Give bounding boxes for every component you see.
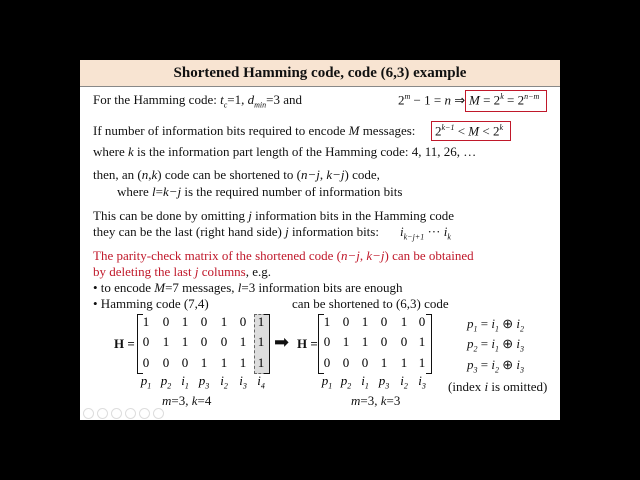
column-label	[413, 373, 431, 391]
matrix-cell: 1	[380, 355, 388, 370]
column-index: 1	[184, 381, 189, 391]
slides-grid-icon[interactable]	[125, 408, 136, 419]
text-segment: is the required number of information bits	[181, 184, 403, 199]
text-segment: < 2	[479, 123, 500, 139]
text-segment: M	[348, 123, 360, 138]
text-segment: then, an (	[93, 167, 142, 182]
text-segment: where	[117, 184, 153, 199]
bullet-encode	[93, 280, 403, 296]
prev-slide-icon[interactable]	[83, 408, 94, 419]
n-equation	[398, 92, 465, 108]
deleting-columns-text	[93, 264, 246, 279]
text-segment: ,	[319, 167, 327, 182]
column-index: 2	[167, 381, 172, 391]
h-label-full: H =	[114, 336, 135, 351]
matrix-cell: 1	[323, 314, 331, 329]
text-segment: ) code can be shortened to (	[157, 167, 301, 182]
matrix-cell: 0	[239, 314, 247, 329]
column-symbol: i	[418, 373, 422, 388]
matrix-cell: 0	[323, 334, 331, 349]
text-segment: k−j	[366, 248, 385, 263]
text-segment: j	[194, 264, 199, 279]
matrix-cell: 0	[200, 334, 208, 349]
text-segment: i	[516, 316, 520, 331]
matrix-cell: 1	[181, 334, 189, 349]
text-segment: , e.g.	[245, 264, 272, 279]
text-segment: ⇒	[450, 92, 466, 108]
column-label	[318, 373, 336, 391]
column-label	[337, 373, 355, 391]
text-segment: ) can be obtained	[384, 248, 474, 263]
column-symbol: i	[257, 373, 261, 388]
matrix-cell: 1	[220, 355, 228, 370]
text-segment: ,	[359, 248, 367, 263]
text-segment: • Hamming code (7,4)	[93, 296, 209, 311]
eg-text	[246, 264, 271, 279]
text-segment: k	[128, 144, 134, 159]
arrow-right-icon: ➡	[274, 332, 290, 352]
text-segment: =	[477, 357, 492, 372]
text-segment: (index	[448, 379, 485, 394]
matrix-cell: 1	[239, 355, 247, 370]
text-segment: ⊕	[498, 336, 517, 351]
h-label-short: H =	[297, 336, 318, 351]
column-label	[395, 373, 413, 391]
text-segment: can be shortened to (6,3) code	[292, 296, 449, 311]
text-segment: ) code,	[344, 167, 380, 182]
text-segment: =4	[197, 393, 212, 408]
matrix-cell: 0	[162, 355, 170, 370]
parity-eq-2	[467, 336, 524, 354]
text-segment: k	[380, 393, 387, 408]
column-index: 2	[403, 381, 408, 391]
parity-eq-1	[467, 316, 524, 334]
shortened-label	[292, 296, 449, 312]
text-segment: M	[154, 280, 166, 295]
column-symbol: p	[140, 373, 148, 388]
column-label	[215, 373, 233, 391]
text-segment: they can be the last (right hand side)	[93, 224, 286, 239]
matrix-cell: 0	[380, 334, 388, 349]
text-segment: is the information part length of the Hamming code: 4, 11, 26, …	[133, 144, 477, 159]
slide-title: Shortened Hamming code, code (6,3) example	[80, 60, 560, 87]
column-label	[252, 373, 270, 391]
column-symbol: p	[321, 373, 329, 388]
text-segment: k−j	[162, 184, 182, 199]
text-segment: For the Hamming code:	[93, 92, 221, 107]
parity-eq-3	[467, 357, 524, 375]
text-segment: information bits in the Hamming code	[251, 208, 455, 223]
text-segment: k	[191, 393, 198, 408]
text-segment: =3,	[360, 393, 381, 408]
zoom-icon[interactable]	[139, 408, 150, 419]
column-index: 2	[223, 381, 228, 391]
text-segment: is omitted)	[488, 379, 548, 394]
text-segment: 2	[494, 365, 499, 375]
column-symbol: i	[239, 373, 243, 388]
text-segment: i	[491, 357, 495, 372]
text-segment: This can be done by omitting	[93, 208, 249, 223]
bullet-hamming	[93, 296, 209, 312]
l-definition-line	[117, 184, 402, 200]
text-segment: k	[500, 92, 504, 101]
text-segment: c	[223, 100, 228, 110]
text-segment: =	[477, 336, 492, 351]
matrix-cell: 0	[342, 314, 350, 329]
matrix-cell: 1	[342, 334, 350, 349]
matrix-cell: 1	[361, 314, 369, 329]
pen-icon[interactable]	[111, 408, 122, 419]
column-symbol: i	[361, 373, 365, 388]
text-segment: • to encode	[93, 280, 155, 295]
text-segment: i	[491, 336, 495, 351]
shorten-line	[93, 167, 380, 183]
matrix-cell: 1	[200, 355, 208, 370]
text-segment: =3 information bits are enough	[241, 280, 403, 295]
matrix-cell: 1	[257, 314, 265, 329]
omit-line	[93, 208, 454, 224]
column-symbol: i	[181, 373, 185, 388]
text-segment: 3	[520, 365, 524, 375]
text-segment: by deleting the last	[93, 264, 195, 279]
column-label	[176, 373, 194, 391]
text-segment: k	[151, 167, 158, 182]
next-slide-icon[interactable]	[97, 408, 108, 419]
text-segment: 2	[435, 123, 442, 139]
text-segment: j	[285, 224, 289, 239]
column-index: 3	[385, 381, 390, 391]
text-segment: k−1	[441, 123, 455, 132]
text-segment: 2	[520, 324, 524, 334]
text-segment: p	[467, 357, 474, 372]
text-segment: 2	[473, 344, 478, 354]
column-label	[375, 373, 393, 391]
text-segment: =3	[386, 393, 401, 408]
last-bits-line	[93, 224, 379, 240]
column-label	[157, 373, 175, 391]
column-symbol: i	[220, 373, 224, 388]
column-label	[137, 373, 155, 391]
column-index: 1	[147, 381, 152, 391]
text-segment: l	[152, 184, 156, 199]
column-index: 1	[328, 381, 333, 391]
column-symbol: p	[160, 373, 168, 388]
params-full	[162, 393, 211, 409]
matrix-cell: 0	[181, 355, 189, 370]
text-segment: − 1 =	[410, 92, 445, 108]
column-symbol: i	[400, 373, 404, 388]
matrix-cell: 1	[400, 355, 408, 370]
text-segment: min	[254, 100, 267, 110]
text-segment: messages:	[359, 123, 416, 138]
matrix-cell: 1	[142, 314, 150, 329]
text-segment: The parity-check matrix of the shortened code (	[93, 248, 341, 263]
text-segment: If number of information bits required to encode	[93, 123, 349, 138]
text-segment: =	[477, 316, 492, 331]
matrix-cell: 1	[162, 334, 170, 349]
text-segment: d	[247, 92, 255, 107]
text-segment: where	[93, 144, 129, 159]
text-segment: m	[162, 393, 172, 408]
m-inequality	[435, 123, 503, 139]
text-segment: p	[467, 316, 474, 331]
text-segment: i	[516, 357, 520, 372]
text-segment: 1	[494, 324, 499, 334]
text-segment: =1,	[227, 92, 248, 107]
text-segment: i	[443, 224, 448, 239]
text-segment: n	[141, 167, 149, 182]
column-index: 4	[260, 381, 265, 391]
text-segment: =3 and	[266, 92, 302, 107]
more-options-icon[interactable]	[153, 408, 164, 419]
text-segment: = 2	[479, 92, 501, 108]
text-segment: ⊕	[498, 316, 517, 331]
text-segment: ···	[424, 224, 444, 239]
text-segment: ⊕	[498, 357, 517, 372]
matrix-cell: 0	[323, 355, 331, 370]
text-segment: 3	[520, 344, 524, 354]
parity-check-statement	[93, 248, 474, 264]
text-segment: j	[248, 208, 252, 223]
column-symbol: p	[378, 373, 386, 388]
text-segment: columns	[198, 264, 246, 279]
deleting-line	[93, 264, 271, 280]
matrix-cell: 0	[142, 355, 150, 370]
matrix-cell: 0	[142, 334, 150, 349]
slide	[80, 60, 560, 420]
index-note	[448, 379, 547, 395]
column-symbol: p	[198, 373, 206, 388]
text-segment: i	[484, 379, 489, 394]
matrix-cell: 1	[257, 334, 265, 349]
text-segment: ,	[148, 167, 152, 182]
matrix-cell: 0	[361, 355, 369, 370]
matrix-cell: 1	[181, 314, 189, 329]
text-segment: n−m	[524, 92, 540, 101]
info-bits-line	[93, 123, 415, 139]
text-segment: = 2	[503, 92, 525, 108]
bits-range	[400, 224, 451, 242]
text-segment: i	[516, 336, 520, 351]
text-segment: i	[400, 224, 404, 239]
text-segment: 3	[473, 365, 478, 375]
matrix-cell: 1	[418, 355, 426, 370]
text-segment: information bits:	[288, 224, 379, 239]
text-segment: m	[351, 393, 361, 408]
column-symbol: p	[340, 373, 348, 388]
matrix-cell: 1	[239, 334, 247, 349]
text-segment: m	[404, 92, 411, 101]
matrix-cell: 0	[220, 334, 228, 349]
text-segment: i	[491, 316, 495, 331]
params-short	[351, 393, 400, 409]
text-segment: =3,	[171, 393, 192, 408]
text-segment: 2	[398, 92, 405, 108]
text-segment: 1	[473, 324, 478, 334]
matrix-cell: 0	[418, 314, 426, 329]
text-segment: =7 messages,	[165, 280, 238, 295]
column-label	[356, 373, 374, 391]
column-index: 3	[242, 381, 247, 391]
matrix-cell: 1	[418, 334, 426, 349]
column-index: 3	[205, 381, 210, 391]
m-equation	[469, 92, 539, 108]
text-segment: k	[447, 232, 451, 242]
matrix-cell: 0	[400, 334, 408, 349]
matrix-cell: 0	[380, 314, 388, 329]
matrix-cell: 1	[257, 355, 265, 370]
text-segment: t	[220, 92, 224, 107]
matrix-cell: 0	[162, 314, 170, 329]
column-index: 2	[347, 381, 352, 391]
matrix-cell: 1	[361, 334, 369, 349]
matrix-cell: 0	[200, 314, 208, 329]
text-segment: p	[467, 336, 474, 351]
text-segment: k	[499, 123, 504, 132]
text-segment: k−j	[326, 167, 345, 182]
column-index: 1	[364, 381, 369, 391]
matrix-cell: 0	[342, 355, 350, 370]
k-definition-line	[93, 144, 476, 160]
text-segment: <	[454, 123, 469, 139]
text-segment: 1	[494, 344, 499, 354]
text-segment: n−j	[340, 248, 360, 263]
text-segment: M	[469, 92, 480, 108]
text-segment: =	[155, 184, 163, 199]
text-segment: n	[444, 92, 451, 108]
column-label	[195, 373, 213, 391]
column-label	[234, 373, 252, 391]
text-segment: M	[468, 123, 480, 139]
hamming-params-line	[93, 92, 302, 110]
text-segment: l	[237, 280, 242, 295]
text-segment: n−j	[300, 167, 320, 182]
matrix-cell: 1	[400, 314, 408, 329]
column-index: 3	[421, 381, 426, 391]
matrix-cell: 1	[220, 314, 228, 329]
text-segment: k−j+1	[403, 232, 425, 242]
